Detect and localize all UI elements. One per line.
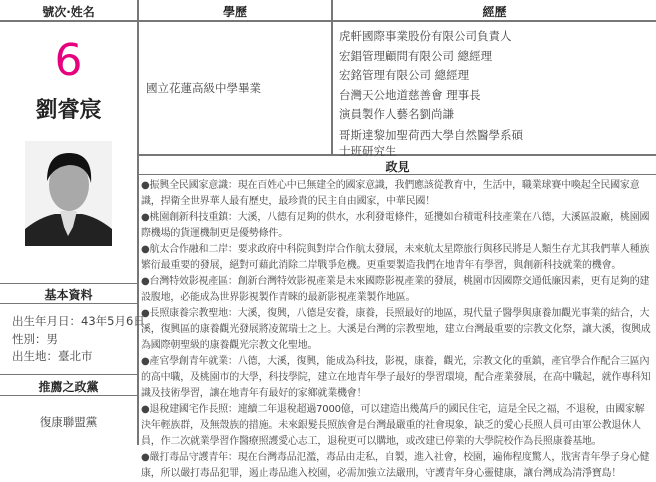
basic-top-divider: [0, 283, 138, 284]
candidate-number: 6: [54, 35, 83, 86]
policy-item: ●長照康養宗教聖地：大溪，復興，八德是安養，康養，長照最好的地區，現代量子醫學與康養加觀光事業的結合，大溪，復興區的康養觀光發展將凌駕瑞士之上。大溪是台灣的宗教聖地，建立台灣最重要的宗教文化祭，讓大溪，復興成為國際朝聖級的康養觀光宗教文化聖地。: [141, 308, 651, 351]
policy-item: ●桃園創新科技重鎮：大溪，八德有足夠的供水，水利發電條件，延攬如台積電科技產業在八德，大溪區設廠，桃園國際機場的貨運機制更是優勢條件。: [141, 212, 650, 239]
party-header-divider: [0, 395, 138, 396]
basic-info-list: [12, 313, 145, 366]
experience-list: [339, 27, 651, 159]
party-top-divider: [0, 374, 138, 375]
header-party: 推薦之政黨: [38, 380, 99, 394]
policy-item: ●退稅建國宅作長照：連續二年退稅超過7000億，可以建造出幾萬戶的國民住宅，這是全民之福，不退稅，由國家解決年輕族群，及無殼族的措施。未來銀髮長照族會是台灣最嚴重的社會現象，缺乏的愛心長照人員可由軍公教退休人員，作二次就業學習作醫療照護愛心志工，退稅更可以購地，或改建已停業的大學院校作為長照康養基地。: [141, 404, 645, 447]
birth-date: 出生年月日：43年5月6日: [12, 314, 145, 328]
policy-list: [141, 178, 654, 482]
header-experience: 經歷: [482, 5, 507, 19]
left-column-divider: [137, 0, 139, 445]
header-education: 學歷: [222, 5, 247, 19]
education-text: 國立花蓮高級中學畢業: [146, 81, 261, 95]
header-number-name: 號次·姓名: [42, 5, 95, 19]
experience-item: 台灣天公地道慈善會 理事長: [339, 87, 481, 102]
policy-item: ●振興全民國家意識：現在百姓心中已無建全的國家意識，我們應該從教育中，生活中，職業球賽中喚起全民國家意識，捍衛全世界華人最有歷史，最珍貴的民主自由國家，中華民國！: [141, 180, 640, 207]
experience-item: 哥斯達黎加聖荷西大學自然醫學系碩士班研究生: [339, 127, 523, 158]
candidate-name: 劉睿宸: [35, 98, 102, 123]
policy-item: ●嚴打毒品守護青年：現在台灣毒品氾濫，毒品由走私，自製，進入社會，校園，遍佈程度驚人，戕害青年學子身心健康，所以嚴打毒品犯罪，遏止毒品進入校園，必需加強立法嚴刑，守護青年身心靈健康，讓台灣成為清淨寶島！: [141, 452, 650, 479]
header-divider: [0, 20, 656, 22]
person-photo-icon: [25, 141, 112, 246]
experience-item: 虎軒國際事業股份有限公司負責人: [339, 29, 512, 43]
basic-header-divider: [0, 303, 138, 304]
edu-exp-divider: [331, 0, 333, 155]
header-policy: 政見: [385, 160, 410, 174]
experience-item: 宏銘管理有限公司 總經理: [339, 68, 470, 82]
header-basic-info: 基本資料: [44, 288, 93, 302]
policy-item: ●航太合作融和二岸：要求政府中科院與對岸合作航太發展，未來航太星際旅行與移民將是人類生存尤其我們華人種族繁衍最重要的發展，絕對可藉此消除二岸戰爭危機。更重要製造我們在地青年有學習，與創新科技就業的機會。: [141, 244, 650, 271]
birthplace: 出生地：臺北市: [12, 349, 93, 363]
experience-item: 宏錩管理顧問有限公司 總經理: [339, 48, 493, 63]
policy-item: ●產官學創青年就業：八德，大溪，復興，能成為科技，影視，康養，觀光，宗教文化的重鎮，產官學合作配合三區內的高中職，及桃園市的大學，科技學院，建立在地青年學子最好的學習環境，配合產業發展，在高中職起，就作專科知識及技術學習，讓在地青年有最好的家鄉就業機會！: [141, 356, 651, 399]
candidate-photo: [25, 141, 112, 246]
party-name: 復康聯盟黨: [39, 415, 98, 429]
policy-item: ●台灣特效影視產區：創新台灣特效影視產業是未來國際影視產業的發展，桃園市因國際交通低廉因素，更有足夠的建設腹地，必能成為世界影視製作青睞的最新影視產業製作地區。: [141, 276, 650, 303]
gender: 性別：男: [12, 331, 58, 346]
experience-item: 演員製作人藝名劉尚謙: [339, 107, 454, 121]
